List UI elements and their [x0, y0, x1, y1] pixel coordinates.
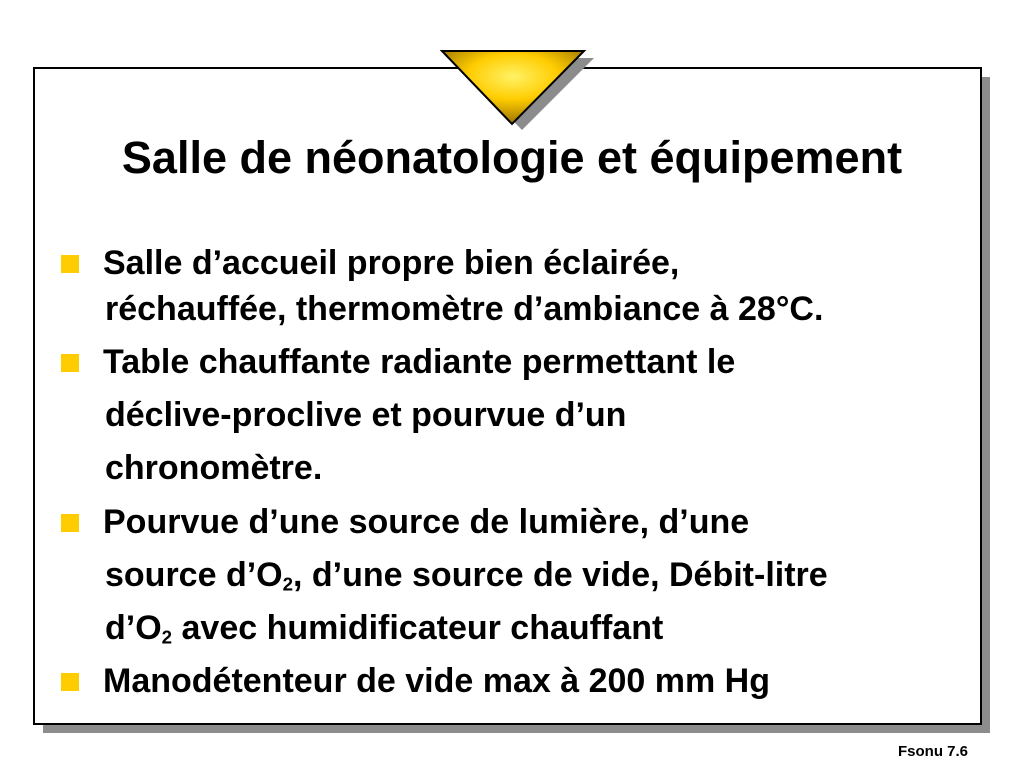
square-bullet-icon: [61, 514, 79, 532]
bullet-list: [60, 240, 970, 708]
bullet-text-line: Salle d’accueil propre bien éclairée,: [103, 244, 680, 282]
bullet-text-line: Manodétenteur de vide max à 200 mm Hg: [103, 662, 770, 700]
bullet-text-line: Pourvue d’une source de lumière, d’une: [103, 503, 750, 541]
bullet-text-line: déclive-proclive et pourvue d’un: [105, 396, 627, 434]
square-bullet-icon: [61, 673, 79, 691]
text-segment: avec humidificateur chauffant: [172, 609, 664, 647]
triangle-pointer-icon: [436, 48, 594, 130]
text-segment: source d’O: [105, 556, 283, 594]
subscript: 2: [282, 573, 294, 595]
text-segment: , d’une source de vide, Débit-litre: [293, 556, 828, 594]
square-bullet-icon: [61, 354, 79, 372]
bullet-item: [60, 496, 970, 655]
bullet-item: [60, 240, 970, 332]
bullet-text-line: [103, 602, 970, 655]
footer-label: Fsonu 7.6: [897, 743, 968, 760]
bullet-item: [60, 336, 970, 495]
bullet-text-line: réchauffée, thermomètre d’ambiance à 28°C.: [105, 290, 824, 328]
slide-title: Salle de néonatologie et équipement: [121, 132, 903, 183]
square-bullet-icon: [61, 255, 79, 273]
text-segment: d’O: [105, 609, 162, 647]
bullet-text-line: Table chauffante radiante permettant le: [103, 343, 736, 381]
bullet-text-line: [103, 549, 970, 602]
bullet-text-line: chronomètre.: [105, 449, 323, 487]
subscript: 2: [161, 626, 173, 648]
bullet-item: [60, 655, 970, 708]
